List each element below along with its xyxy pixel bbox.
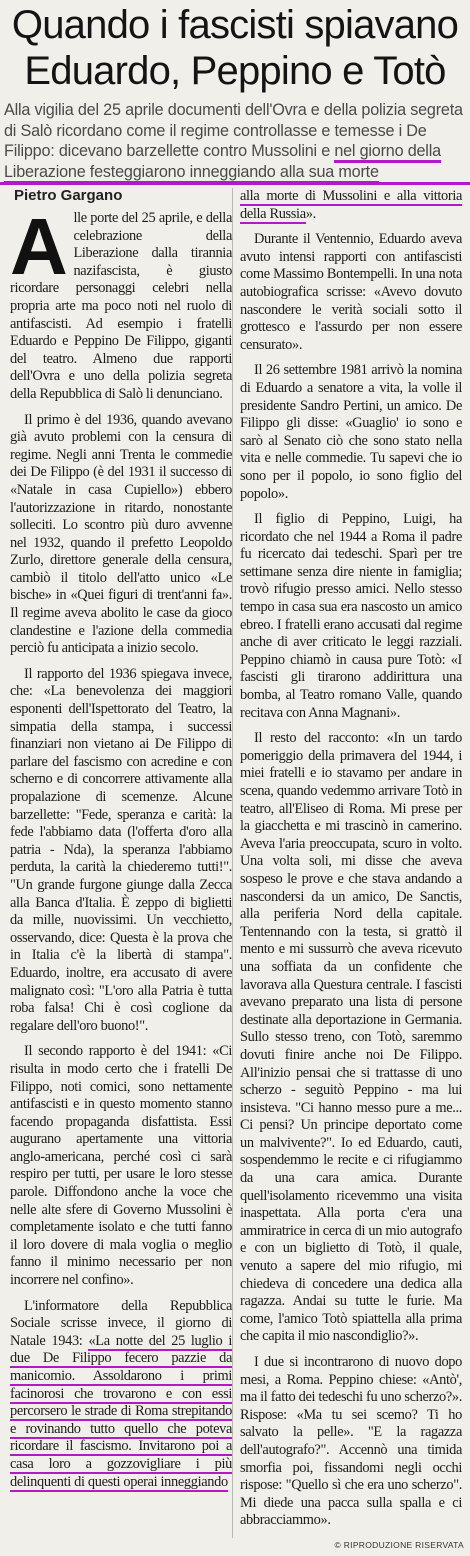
right-column: [240, 188, 462, 1538]
left-column: [10, 202, 233, 1499]
paragraph: [10, 1298, 232, 1492]
column-divider: [232, 188, 233, 1538]
deck-subtitle: [4, 100, 466, 182]
byline: Pietro Gargano: [14, 187, 123, 204]
paragraph: Il 26 settembre 1981 arrivò la nomina di Eduardo a senatore a vita, la volle il presidente Sandro Pertini, un amico. De Filippo gli disse: «Guaglio' io sono e sarò al Senato ciò che sono stato nella vita e nelle commedie. Tu sapevi che io sono per il popolo, io sono figlio del popolo».: [240, 362, 462, 502]
deck-text: Alla vigilia del 25 aprile documenti dell'Ovra e della polizia segreta di Salò ricordano come il regime controllasse e temesse i De Filippo: dicevano barzellette contro Mussolini e: [4, 101, 463, 160]
highlighted-quote-continued: alla morte di Mussolini e alla vittoria della Russia: [240, 188, 462, 222]
paragraph-text: ».: [305, 205, 316, 222]
paragraph: Il figlio di Peppino, Luigi, ha ricordato che nel 1944 a Roma il padre fu ricercato dai tedeschi. Sparì per tre settimane senza dire niente in famiglia; trovò rifugio presso amici. Nello stesso tempo in casa sua era nascosto un amico ebreo. I fratelli erano accusati dal regime anche di aver criticato le leggi razziali. Peppino chiamò in causa pure Totò: «I fascisti gli tirarono addirittura una bomba, al Teatro romano Valle, quando recitava con Anna Magnani».: [240, 511, 462, 721]
deck-underline-rule: [0, 182, 470, 185]
deck-highlight: nel giorno della Liberazione festeggiarono inneggiando alla sua morte: [4, 142, 441, 184]
paragraph: [10, 202, 232, 404]
headline-line-1: Quando i fascisti spiavano: [11, 3, 459, 47]
paragraph: Durante il Ventennio, Eduardo aveva avuto intensi rapporti con antifascisti come Massimo Bontempelli. In una nota autobiografica scrisse: «Avevo dovuto nascondere le verità sociali sotto il grottesco e l'assurdo per non essere censurato».: [240, 231, 462, 353]
paragraph: Il resto del racconto: «In un tardo pomeriggio della primavera del 1944, i miei fratelli e io stavamo per andare in scena, quando vedemmo arrivare Totò in teatro, all'Eliseo di Roma. Mi prese per la giacchetta e mi trascinò in camerino. Aveva l'aria preoccupata, scuro in volto. Una volta soli, mi disse che aveva sospeso le prove e che stava andando a nascondersi da un amico, De Sanctis, alla periferia Nord della capitale. Tentennando con la testa, si grattò il mento e mi sussurrò che aveva ricevuto una soffiata da un confidente che lavorava alla Questura centrale. I fascisti avevano preparato una lista di persone destinate alla deportazione in Germania. Sullo stesso treno, con Totò, saremmo dovuti finire anche noi De Filippo. All'inizio pensai che si trattasse di uno scherzo - seguitò Peppino - ma lui insisteva. "Ci hanno messo pure a me... Ci pensi? Un principe deportato come un malvivente?". Io ed Eduardo, cauti, sospendemmo le recite e ci rifugiammo da una cara amica. Durante quell'isolamento ricevemmo una visita inaspettata. Alla porta c'era una ammiratrice in cerca di un mio autografo e con un biglietto di Totò, il quale, venuto a sapere del mio rifugio, mi chiedeva di concedere una dedica alla ragazza. Andai su tutte le furie. Ma come, l'amico Totò spiattella alla prima che capita il mio nascondiglio?».: [240, 730, 462, 1345]
paragraph-text: L'informatore della Repubblica Sociale scrisse invece, il giorno di Natale 1943:: [10, 1297, 232, 1349]
paragraph: I due si incontrarono di nuovo dopo mesi, a Roma. Peppino chiese: «Antò', ma il fatto dei tedeschi fu uno scherzo?». Rispose: «Ma tu sei scemo? Ti ho salvato la pelle». "E la ragazza dell'autografo?". Accennò una timida smorfia poi, fissandomi negli occhi rispose: "Quello sì che era uno scherzo". Mi diede una pacca sulla spalla e ci abbracciammo».: [240, 1354, 462, 1529]
paragraph: Il rapporto del 1936 spiegava invece, che: «La benevolenza dei maggiori esponenti dell'Ispettorato del Teatro, la simpatia della stampa, i successi finanziari non vietano ai De Filippo di parlare del fascismo con acredine e con scherno e di concorrere attivamente alla propalazione di scemenze. Alcune barzellette: "Fede, speranza e carità: la fede l'abbiamo data (l'offerta d'oro alla patria - Nda), la speranza l'abbiamo perduta, la carità la chiederemo tutti!". "Un grande furgone giunge dalla Zecca alla Banca d'Italia. È zeppo di biglietti da mille, nuovissimi. Un vecchietto, osservando, dice: Questa è la prova che in Italia c'è la libertà di stampa". Eduardo, inoltre, era accusato di avere malignato così: "L'oro alla Patria è tutta roba falsa! Chi è così coglione da regalare dell'oro buono!".: [10, 665, 232, 1034]
paragraph: Il secondo rapporto è del 1941: «Ci risulta in modo certo che i fratelli De Filippo, noti comici, sono nettamente antifascisti e in questo momento stanno facendo propaganda disfattista. Essi augurano apertamente una vittoria anglo-americana, perché così ci sarà respiro per tutti, per usare le loro stesse parole. Diffondono anche la voce che nelle alte sfere di Governo Mussolini è completamente isolato e che tutti fanno il loro dovere di mala voglia o meglio fanno il minimo necessario per non incorrere nel confino».: [10, 1043, 232, 1289]
copyright-notice: © RIPRODUZIONE RISERVATA: [334, 1540, 464, 1550]
paragraph: [240, 188, 462, 223]
headline-line-2: Eduardo, Peppino e Totò: [24, 49, 446, 93]
headline: [0, 2, 470, 94]
paragraph: Il primo è del 1936, quando avevano già avuto problemi con la censura di regime. Negli anni Trenta le commedie dei De Filippo (è del 1931 il successo di «Natale in casa Cupiello») ebbero l'autorizzazione in ritardo, nonostante solleciti. Lo scontro più duro avvenne nel 1932, quando il prefetto Leopoldo Zurlo, direttore generale della censura, cambiò il titolo dell'atto unico «Le bische» in «Quei figuri di trent'anni fa». Il regime aveva abolito le case da gioco clandestine e l'azione della commedia perciò fu anticipata a inizio secolo.: [10, 411, 232, 657]
paragraph-text: lle porte del 25 aprile, e della celebrazione della Liberazione dalla tirannia nazifascista, è giusto ricordare personaggi celebri nella propria arte ma poco noti nel ruolo di antifascisti. Ad esempio i fratelli Eduardo e Peppino De Filippo, giganti del teatro. Almeno due rapporti dell'Ovra e uno della polizia segreta della Repubblica di Salò li denunciano.: [10, 210, 232, 402]
highlighted-quote: «La notte del 25 luglio i due De Filippo fecero pazzie da manicomio. Assoldarono i primi facinorosi che trovarono e con essi percorsero le strade di Roma strepitando e rovinando tutto quello che poteva ricordare il fascismo. Invitarono poi a casa loro a gozzovigliare i più delinquenti di questi operai inneggiando: [10, 1332, 233, 1490]
drop-cap: A: [10, 202, 68, 291]
